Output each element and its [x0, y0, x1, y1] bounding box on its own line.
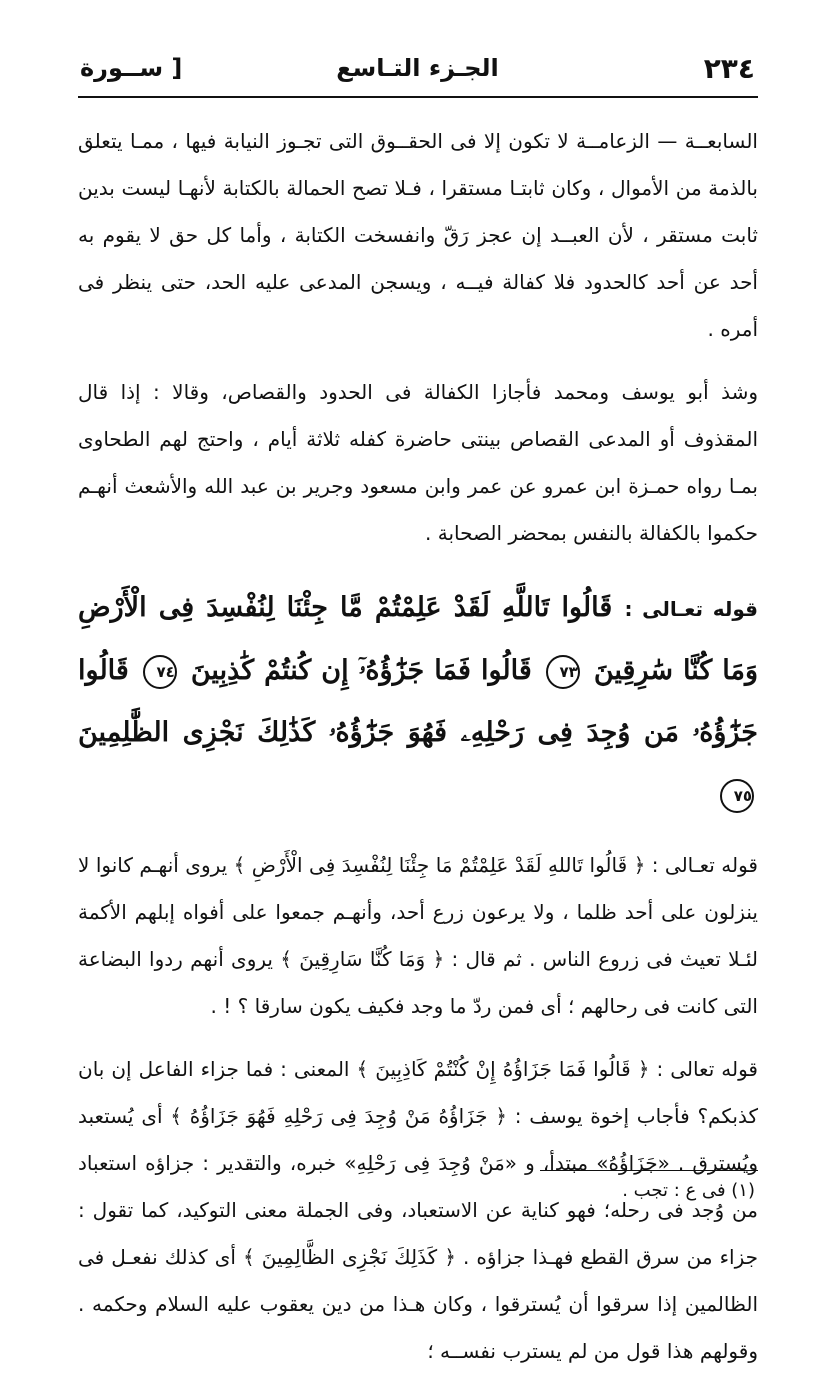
- paragraph-seventh-issue: السابعــة — الزعامــة لا تكون إلا فى الحقــوق التى تجـوز النيابة فيها ، ممـا يتعلق بالذمة من الأموال ، وكان ثابتـا مستقرا ، فـلا تصح الحمالة بالكتابة لأنهـا ليست بدين ثابت مستقر ، لأن العبــد إن عجز رَقّ وانفسخت الكتابة ، وأما كل حق لا يقوم به أحد عن أحد كالحدود فلا كفالة فيــه ، ويسجن المدعى عليه الحد، حتى ينظر فى أمره .: [78, 129, 758, 341]
- header-divider: [78, 96, 758, 98]
- page-number: ٢٣٤: [703, 52, 755, 85]
- verse-intro: قوله تعـالى :: [624, 597, 758, 621]
- ayah-number-74: ٧٤: [143, 655, 177, 689]
- ayah-number-75: ٧٥: [720, 779, 754, 813]
- paragraph-abu-yusuf: وشذ أبو يوسف ومحمد فأجازا الكفالة فى الحدود والقصاص، وقالا : إذا قال المقذوف أو المدعى القصاص بينتى حاضرة كفله ثلاثة أيام ، واحتج لهم الطحاوى بمـا رواه حمـزة ابن عمرو عن عمر وابن مسعود وجرير بن عبد الله والأشعث أنهـم حكموا بالكفالة بالنفس بمحضر الصحابة .: [78, 380, 758, 545]
- footnote: (١) فى ع : تجب .: [622, 1180, 755, 1201]
- paragraph-commentary-1: قوله تعـالى : ﴿ قَالُوا تَاللهِ لَقَدْ عَلِمْتُمْ مَا جِئْنَا لِنُفْسِدَ فِى الْأَرْضِ ﴾ يروى أنهـم كانوا لا ينزلون على أحد ظلما ، ولا يرعون زرع أحد، وأنهـم جمعوا على أفواه إبلهم الأكمة لئـلا تعيث فى زروع الناس . ثم قال : ﴿ وَمَا كُنَّا سَارِقِينَ ﴾ يروى أنهم ردوا البضاعة التى كانت فى رحالهم ؛ أى فمن ردّ ما وجد فكيف يكون سارقا ؟ ! .: [78, 853, 758, 1018]
- verse-segment-75: قَالُوا جَزَٰٓؤُهُۥ مَن وُجِدَ فِى رَحْلِهِۦ فَهُوَ جَزَٰٓؤُهُۥ كَذَٰلِكَ نَجْزِى الظَّٰلِمِينَ: [78, 655, 758, 748]
- paragraph-commentary-2: قوله تعالى : ﴿ قَالُوا فَمَا جَزَاؤُهُ إِنْ كُنْتُمْ كَاذِبِينَ ﴾ المعنى : فما جزاء الفاعل إن بان كذبكم؟ فأجاب إخوة يوسف : ﴿ جَزَاؤُهُ مَنْ وُجِدَ فِى رَحْلِهِ فَهُوَ جَزَاؤُهُ ﴾ أى يُستعبد ويُسترق . «جَزَاؤُهُ» مبتدأ، و «مَنْ وُجِدَ فِى رَحْلِهِ» خبره، والتقدير : جزاؤه استعباد من وُجد فى رحله؛ فهو كناية عن الاستعباد، وفى الجملة معنى التوكيد، كما تقول : جزاء من سرق القطع فهـذا جزاؤه . ﴿ كَذَلِكَ نَجْزِى الظَّالِمِينَ ﴾ أى كذلك نفعـل فى الظالمين إذا سرقوا أن يُسترقوا ، وكان هـذا من دين يعقوب عليه السلام وحكمه . وقولهم هذا قول من لم يسترب نفســه ؛: [78, 1057, 758, 1363]
- ayah-number-73: ٧٣: [546, 655, 580, 689]
- footnote-divider: [540, 1170, 758, 1171]
- quran-verse-block: [78, 577, 758, 826]
- part-title: الجـزء التـاسع: [336, 54, 499, 82]
- surah-label: [ ســورة: [80, 54, 183, 82]
- verse-segment-73: قَالُوا تَاللَّهِ لَقَدْ عَلِمْتُمْ مَّا جِئْنَا لِنُفْسِدَ فِى الْأَرْضِ وَمَا كُنَّا سَٰرِقِينَ: [78, 592, 758, 686]
- running-header: [80, 52, 755, 92]
- verse-segment-74: قَالُوا فَمَا جَزَٰٓؤُهُۥٓ إِن كُنتُمْ كَٰذِبِينَ: [190, 655, 532, 686]
